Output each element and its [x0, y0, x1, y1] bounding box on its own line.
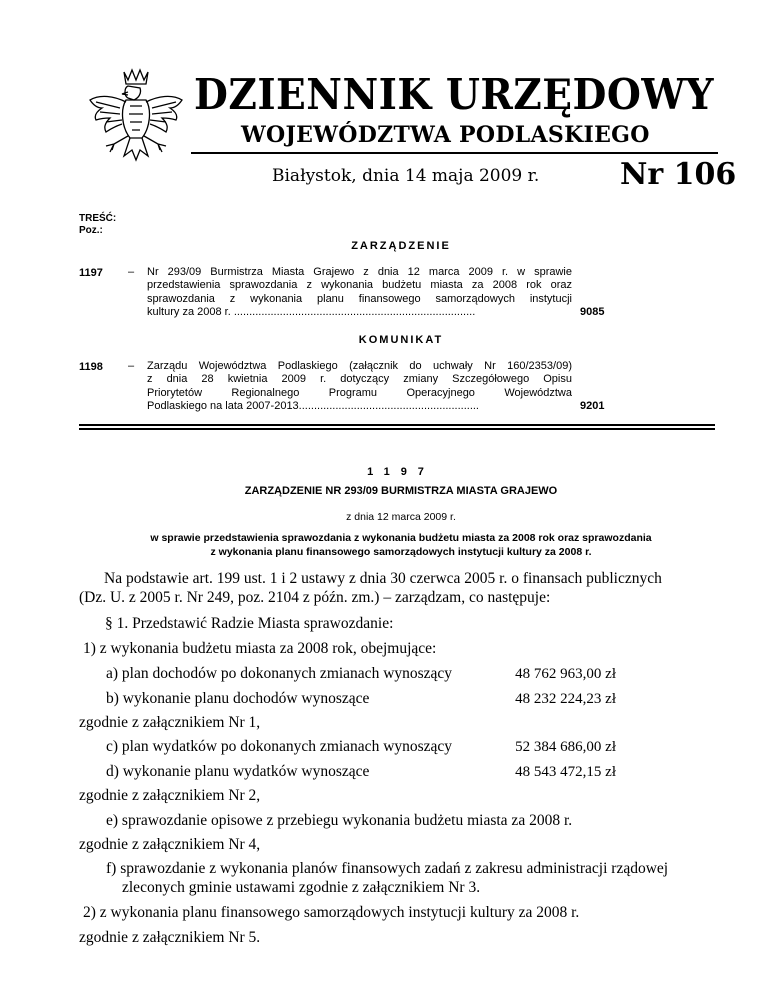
intro-paragraph-line: Na podstawie art. 199 ust. 1 i 2 ustawy z dnia 30 czerwca 2005 r. o finansach publicznych [104, 570, 662, 587]
gazette-title: DZIENNIK URZĘDOWY [194, 70, 715, 119]
intro-paragraph-line: (Dz. U. z 2005 r. Nr 249, poz. 2104 z późn. zm.) – zarządzam, co następuje: [79, 589, 551, 606]
toc-entry-number: 1198 [79, 361, 103, 373]
act-date: z dnia 12 marca 2009 r. [346, 511, 456, 523]
amount-d: 48 543 472,15 zł [515, 764, 616, 780]
toc-entry-line: przedstawienia sprawozdania z wykonania budżetu miasta za 2008 rok oraz [147, 279, 572, 292]
reference-annex-2: zgodnie z załącznikiem Nr 2, [79, 787, 261, 804]
amount-b: 48 232 224,23 zł [515, 691, 616, 707]
toc-section-heading: ZARZĄDZENIE [351, 240, 451, 252]
item-f-line: f) sprawozdanie z wykonania planów finansowych zadań z zakresu administracji rządowej [106, 860, 669, 877]
toc-entry-line: Zarządu Województwa Podlaskiego (załącznik do uchwały Nr 160/2353/09) [147, 360, 572, 372]
toc-entry-line: z dnia 28 kwietnia 2009 r. dotyczący zmiany Szczegółowego Opisu [147, 373, 572, 386]
paragraph-1: § 1. Przedstawić Radzie Miasta sprawozdanie: [105, 615, 394, 632]
reference-annex-5: zgodnie z załącznikiem Nr 5. [79, 929, 261, 946]
toc-entry-text [147, 266, 572, 320]
act-position-number: 1197 [367, 466, 435, 478]
issue-number: Nr 106 [620, 157, 737, 192]
toc-entry-dash: – [128, 266, 135, 278]
toc-label: TREŚĆ: [79, 213, 117, 224]
reference-annex-1: zgodnie z załącznikiem Nr 1, [79, 714, 261, 731]
toc-entry-number: 1197 [79, 267, 103, 279]
toc-entry-line: Priorytetów Regionalnego Programu Operacyjnego Województwa [147, 386, 572, 399]
act-subject-line: w sprawie przedstawienia sprawozdania z wykonania budżetu miasta za 2008 rok oraz sprawozdania [150, 532, 652, 544]
item-b: b) wykonanie planu dochodów wynoszące [106, 690, 370, 707]
amount-c: 52 384 686,00 zł [515, 739, 616, 755]
eagle-emblem-icon [84, 66, 188, 176]
toc-entry-line: Podlaskiego na lata 2007-2013........................................................... [147, 400, 479, 413]
item-c: c) plan wydatków po dokonanych zmianach wynoszący [106, 738, 453, 755]
poz-label: Poz.: [79, 225, 103, 236]
toc-section-heading: KOMUNIKAT [358, 334, 444, 346]
toc-entry-line: sprawozdania z wykonania planu finansowego samorządowych instytucji [147, 292, 572, 305]
act-title: ZARZĄDZENIE NR 293/09 BURMISTRZA MIASTA GRAJEWO [244, 485, 558, 497]
header-rule [191, 152, 718, 154]
reference-annex-4: zgodnie z załącznikiem Nr 4, [79, 836, 261, 853]
point-1: 1) z wykonania budżetu miasta za 2008 rok, obejmujące: [83, 640, 437, 657]
act-subject-line: z wykonania planu finansowego samorządowych instytucji kultury za 2008 r. [210, 546, 592, 558]
toc-entry-line: Nr 293/09 Burmistrza Miasta Grajewo z dnia 12 marca 2009 r. w sprawie [147, 266, 572, 278]
toc-page-reference: 9085 [580, 306, 605, 318]
gazette-subtitle: WOJEWÓDZTWA PODLASKIEGO [241, 122, 650, 148]
toc-divider-line [79, 428, 715, 430]
place-and-date: Białystok, dnia 14 maja 2009 r. [272, 166, 540, 186]
amount-a: 48 762 963,00 zł [515, 666, 616, 682]
toc-divider-line [79, 424, 715, 426]
point-2: 2) z wykonania planu finansowego samorządowych instytucji kultury za 2008 r. [83, 904, 580, 921]
item-a: a) plan dochodów po dokonanych zmianach wynoszący [106, 665, 453, 682]
toc-entry-line: kultury za 2008 r. ............................................................................... [147, 306, 476, 319]
item-f-line: zleconych gminie ustawami zgodnie z załącznikiem Nr 3. [122, 879, 481, 896]
item-e: e) sprawozdanie opisowe z przebiegu wykonania budżetu miasta za 2008 r. [106, 812, 573, 829]
toc-entry-dash: – [128, 360, 135, 372]
toc-entry-text [147, 360, 572, 414]
toc-page-reference: 9201 [580, 400, 605, 412]
act-subject [0, 531, 768, 559]
item-d: d) wykonanie planu wydatków wynoszące [106, 763, 370, 780]
